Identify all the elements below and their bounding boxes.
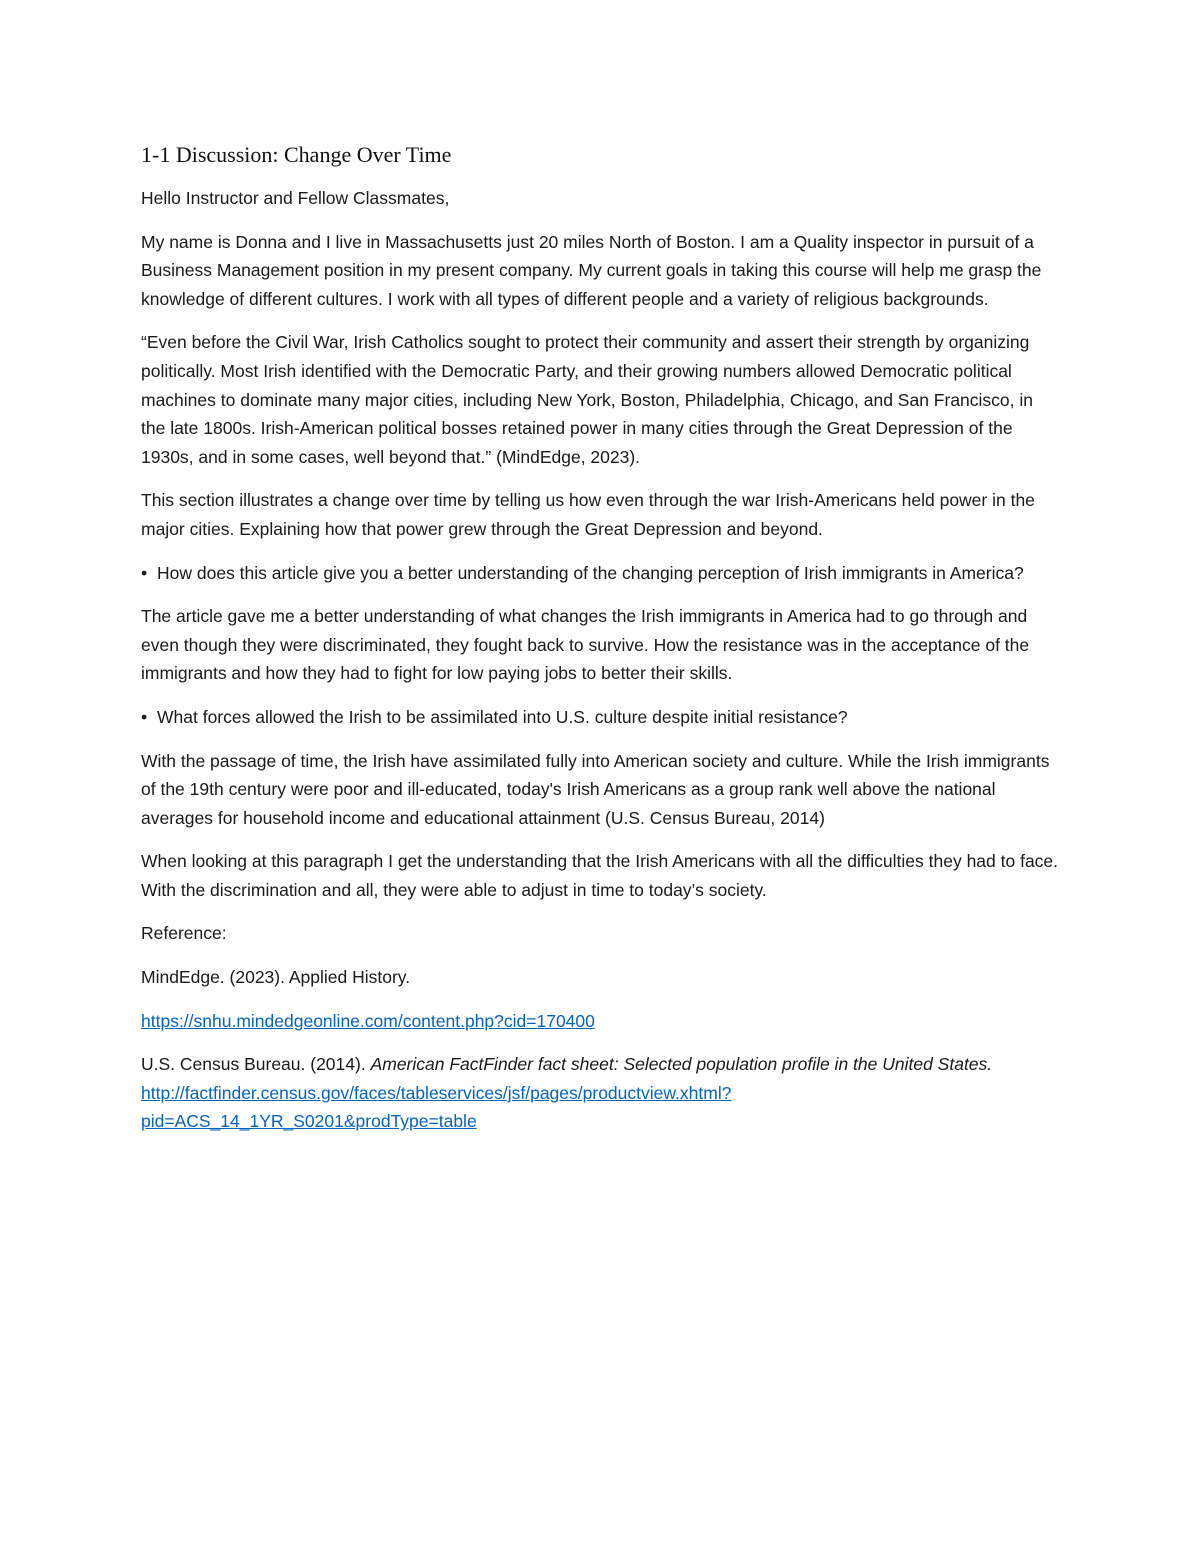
answer-1-paragraph: The article gave me a better understanding of what changes the Irish immigrants in America had to go through and even though they were discriminated, they fought back to survive. How the resistance was in the acceptance of the immigrants and how they had to fight for low paying jobs to better their skills. bbox=[141, 606, 1030, 684]
document-body bbox=[141, 140, 1061, 1151]
greeting-paragraph: Hello Instructor and Fellow Classmates, bbox=[141, 188, 450, 208]
question-2 bbox=[141, 703, 1061, 732]
reference-2-link-line-1: http://factfinder.census.gov/faces/tableservices/jsf/pages/productview.xhtml? bbox=[141, 1082, 732, 1103]
reference-1-link-paragraph bbox=[141, 1007, 1061, 1036]
reference-2 bbox=[141, 1050, 1061, 1136]
question-2-text: What forces allowed the Irish to be assimilated into U.S. culture despite initial resistance? bbox=[157, 706, 848, 727]
reference-2-author: U.S. Census Bureau. (2014). bbox=[141, 1054, 371, 1075]
question-1-text: How does this article give you a better understanding of the changing perception of Irish immigrants in America? bbox=[157, 562, 1024, 583]
intro-paragraph: My name is Donna and I live in Massachusetts just 20 miles North of Boston. I am a Quality inspector in pursuit of a Business Management position in my present company. My current goals in taking this course will help me grasp the knowledge of different cultures. I work with all types of different people and a variety of religious backgrounds. bbox=[141, 231, 1042, 309]
analysis-paragraph: This section illustrates a change over time by telling us how even through the war Irish-Americans held power in the major cities. Explaining how that power grew through the Great Depression and beyond. bbox=[141, 490, 1035, 539]
quote-paragraph: “Even before the Civil War, Irish Catholics sought to protect their community and assert their strength by organizing politically. Most Irish identified with the Democratic Party, and their growing numbers allowed Democratic political machines to dominate many major cities, including New York, Boston, Philadelphia, Chicago, and San Francisco, in the late 1800s. Irish-American political bosses retained power in many cities through the Great Depression of the 1930s, and in some cases, well beyond that.” (MindEdge, 2023). bbox=[141, 332, 1034, 467]
question-1 bbox=[141, 559, 1061, 588]
reference-2-title: American FactFinder fact sheet: Selected population profile in the United States. bbox=[370, 1054, 993, 1075]
reference-2-link[interactable] bbox=[141, 1083, 731, 1132]
reference-heading: Reference: bbox=[141, 923, 227, 944]
answer-2-paragraph: When looking at this paragraph I get the understanding that the Irish Americans with all the difficulties they had to face. With the discrimination and all, they were able to adjust in time to today’s society. bbox=[141, 851, 1059, 900]
page-title: 1-1 Discussion: Change Over Time bbox=[141, 142, 452, 167]
bullet-icon: • bbox=[141, 562, 148, 583]
reference-1-text: MindEdge. (2023). Applied History. bbox=[141, 967, 411, 988]
reference-1-link[interactable]: https://snhu.mindedgeonline.com/content.php?cid=170400 bbox=[141, 1010, 595, 1031]
census-paragraph: With the passage of time, the Irish have assimilated fully into American society and culture. While the Irish immigrants of the 19th century were poor and ill-educated, today's Irish Americans as a group rank well above the national averages for household income and educational attainment (U.S. Census Bureau, 2014) bbox=[141, 750, 1050, 828]
bullet-icon: • bbox=[141, 706, 148, 727]
reference-2-link-line-2: pid=ACS_14_1YR_S0201&prodType=table bbox=[141, 1111, 477, 1132]
